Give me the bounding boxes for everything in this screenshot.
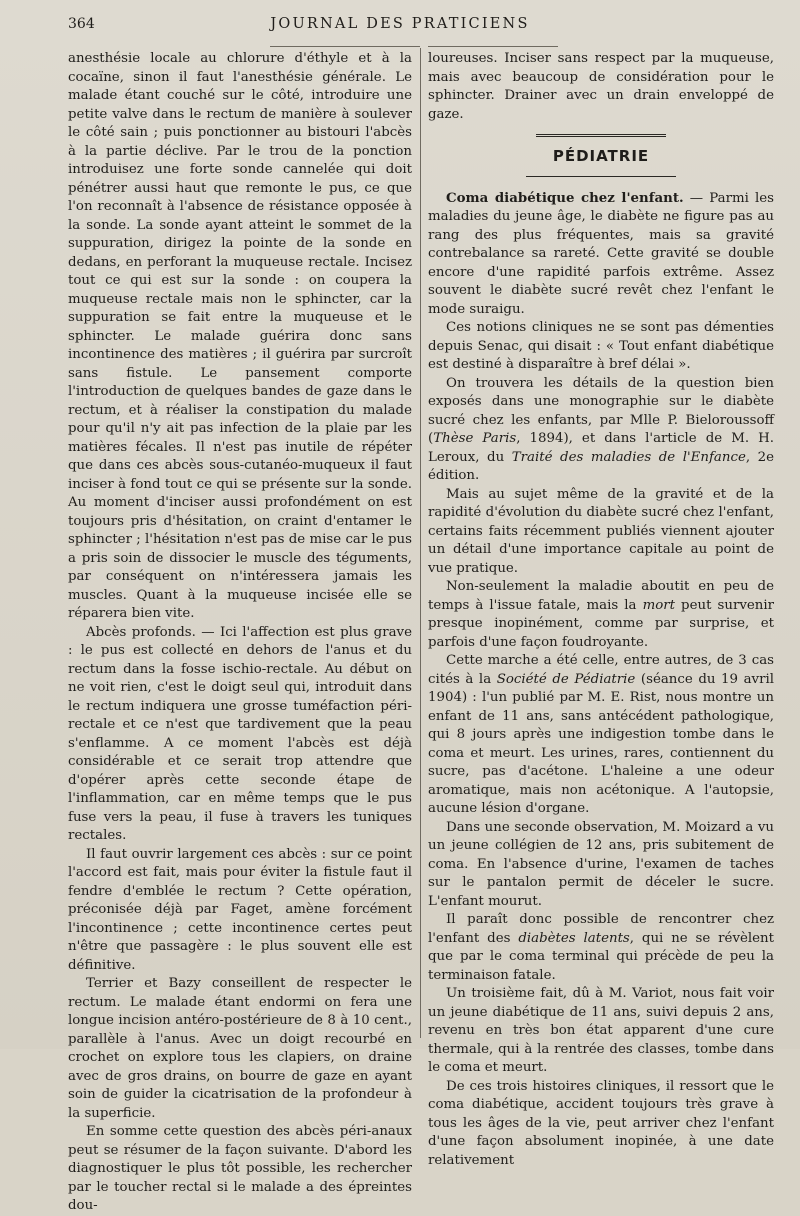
left-column: [68, 50, 412, 1216]
section-underline: [526, 176, 676, 177]
section-rule: [536, 134, 666, 137]
page-header: [0, 14, 800, 40]
top-rule-left: [270, 46, 420, 47]
paragraph: anesthésie locale au chlorure d'éthyle et à la cocaïne, sinon il faut l'anesthésie générale. Le malade étant couché sur le côté, introduire une petite valve dans le rectum de manière à soulever le côté sain ; puis ponctionner au bistouri l'abcès à la partie déclive. Par le trou de la ponction introduisez une forte sonde cannelée qui doit pénétrer aussi haut que remonte le pus, ce que l'on reconnaît à l'absence de résistance opposée à la sonde. La sonde ayant atteint le sommet de la suppuration, dirigez la pointe de la sonde en dedans, en perforant la muqueuse rectale. Incisez tout ce qui est sur la sonde : on coupera la muqueuse rectale mais non le sphincter, car la suppuration se fait entre la muqueuse et le sphincter. Le malade guérira donc sans incontinence des matières ; il guérira par surcroît sans fistule. Le pansement comporte l'introduction de quelques bandes de gaze dans le rectum, et à réaliser la constipation du malade pour qu'il n'y ait pas infection de la plaie par les matières fécales. Il n'est pas inutile de répéter que dans ces abcès sous-cutanéo-muqueux il faut inciser à fond tout ce qui se présente sur la sonde. Au moment d'inciser aussi profondément on est toujours pris d'hésitation, on craint d'entamer le sphincter ; l'hésitation n'est pas de mise car le pus a pris soin de dissocier le muscle des téguments, par conséquent on n'intéressera jamais les muscles. Quant à la muqueuse incisée elle se réparera bien vite.: [68, 51, 412, 621]
paragraph: De ces trois histoires cliniques, il ressort que le coma diabétique, accident toujours très grave à tous les âges de la vie, peut arriver chez l'enfant d'une façon absolument inopinée, à une date relativement: [428, 1078, 774, 1168]
right-column: [428, 50, 774, 1170]
paragraph: Coma diabétique chez l'enfant. — Parmi les maladies du jeune âge, le diabète ne figure pas au rang des plus fréquentes, mais sa gravité contrebalance sa rareté. Cette gravité se double encore d'une rapidité parfois extrême. Assez souvent le diabète sucré revêt chez l'enfant le mode suraigu.: [428, 189, 775, 317]
section-title: PÉDIATRIE: [552, 147, 650, 165]
paragraph: Un troisième fait, dû à M. Variot, nous fait voir un jeune diabétique de 11 ans, suivi depuis 2 ans, revenu en très bon état apparent d'une cure thermale, qui à la rentrée des classes, tombe dans le coma et meurt.: [428, 986, 774, 1075]
paragraph: On trouvera les détails de la question bien exposés dans une monographie sur le diabète sucré chez les enfants, par Mlle P. Bieloroussoff (Thèse Paris, 1894), et dans l'article de M. H. Leroux, du Traité des maladies de l'Enfance, 2e édition.: [428, 375, 775, 483]
column-divider: [420, 48, 421, 1038]
paragraph: Il paraît donc possible de rencontrer chez l'enfant des diabètes latents, qui ne se révèlent que par le coma terminal qui précède de peu la terminaison fatale.: [428, 912, 775, 983]
paragraph: Ces notions cliniques ne se sont pas démenties depuis Senac, qui disait : « Tout enfant diabétique est destiné à disparaître à bref délai ».: [428, 320, 774, 372]
paragraph: Abcès profonds. — Ici l'affection est plus grave : le pus est collecté en dehors de l'anus et du rectum dans la fosse ischio-rectale. Au début on ne voit rien, c'est le doigt seul qui, introduit dans le rectum indiquera une grosse tuméfaction péri-rectale et ce n'est que tardivement que la peau s'enflamme. A ce moment l'abcès est déjà considérable et ce serait trop attendre que d'opérer après cette seconde étape de l'inflammation, car en même temps que le pus fuse vers la peau, il fuse à travers les tuniques rectales.: [68, 624, 412, 843]
paragraph: Terrier et Bazy conseillent de respecter le rectum. Le malade étant endormi on fera une longue incision antéro-postérieure de 8 à 10 cent., parallèle à l'anus. Avec un doigt recourbé en crochet on explore tous les clapiers, on draine avec de gros drains, on bourre de gaze en ayant soin de guider la cicatrisation de la profondeur à la superficie.: [68, 976, 412, 1121]
top-rule-right: [428, 46, 558, 47]
paragraph: Mais au sujet même de la gravité et de la rapidité d'évolution du diabète sucré chez l'enfant, certains faits récemment publiés viennent ajouter un détail d'une importance capitale au point de vue pratique.: [428, 486, 774, 576]
article-title: Coma diabétique chez l'enfant.: [446, 189, 684, 206]
page-number: 364: [68, 16, 95, 32]
paragraph: Dans une seconde observation, M. Moizard a vu un jeune collégien de 12 ans, pris subitement de coma. En l'absence d'urine, l'examen de taches sur le pantalon permit de déceler le sucre. L'enfant mourut.: [428, 819, 774, 909]
paragraph: Cette marche a été celle, entre autres, de 3 cas cités à la Société de Pédiatrie (séance du 19 avril 1904) : l'un publié par M. E. Rist, nous montre un enfant de 11 ans, sans antécédent pathologique, qui 8 jours après une indigestion tombe dans le coma et meurt. Les urines, rares, contiennent du sucre, pas d'acétone. L'haleine a une odeur aromatique, mais non acétonique. A l'autopsie, aucune lésion d'organe.: [428, 653, 774, 816]
paragraph-heading: Abcès profonds.: [86, 624, 196, 640]
paragraph: loureuses. Inciser sans respect par la muqueuse, mais avec beaucoup de considération pour le sphincter. Drainer avec un drain enveloppé de gaze.: [428, 51, 774, 122]
journal-title: JOURNAL DES PRATICIENS: [270, 16, 530, 32]
paragraph: En somme cette question des abcès péri-anaux peut se résumer de la façon suivante. D'abord les diagnostiquer le plus tôt possible, les rechercher par le toucher rectal si le malade a des épreintes dou-: [68, 1124, 412, 1213]
paragraph: Non-seulement la maladie aboutit en peu de temps à l'issue fatale, mais la mort peut survenir presque inopinément, comme par surprise, et parfois d'une façon foudroyante.: [428, 579, 775, 650]
paragraph: Il faut ouvrir largement ces abcès : sur ce point l'accord est fait, mais pour éviter la fistule faut il fendre d'emblée le rectum ? Cette opération, préconisée déjà par Faget, amène forcément l'incontinence ; cette incontinence certes peut n'être que passagère : le plus souvent elle est définitive.: [68, 846, 412, 973]
